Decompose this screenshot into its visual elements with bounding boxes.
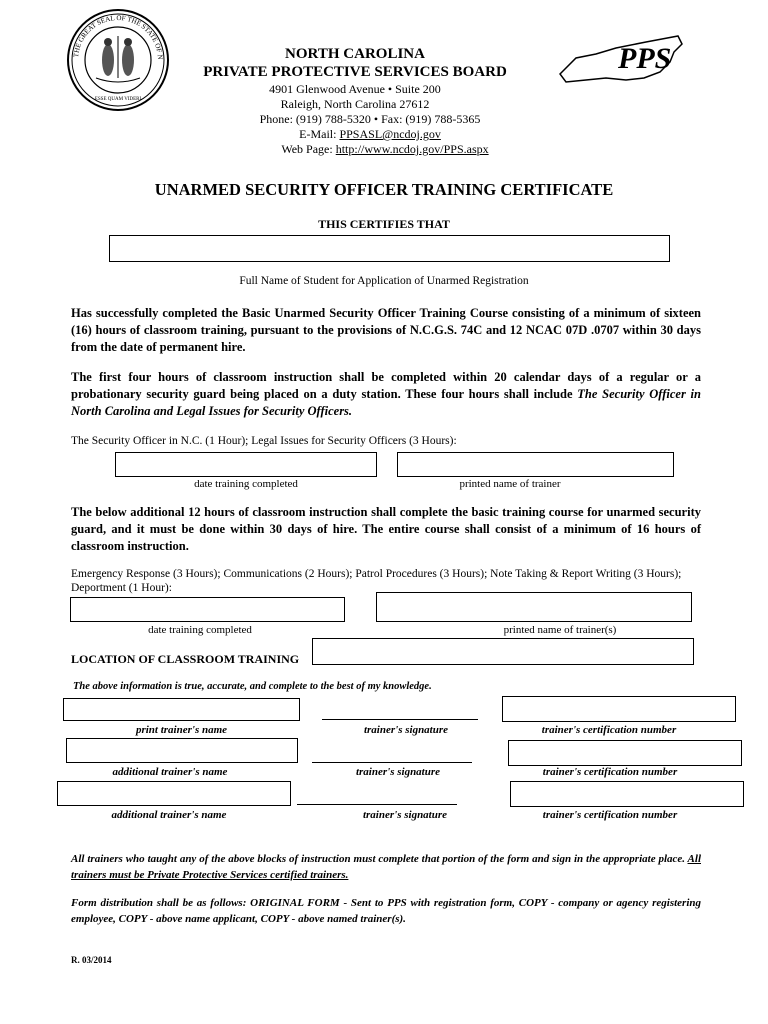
block1-date-field[interactable]	[115, 452, 377, 477]
paragraph-additional-hours: The below additional 12 hours of classroom instruction shall complete the basic training course for unarmed security guard, and it must be done within 30 days of hire. The entire course shall consist of a minimum of 16 hours of classroom instruction.	[71, 505, 701, 553]
trainer-cert-field-3[interactable]	[510, 781, 744, 807]
trainer-name-caption-2: additional trainer's name	[112, 766, 228, 778]
block1-trainer-caption: printed name of trainer	[459, 478, 561, 490]
attestation-text: The above information is true, accurate, and complete to the best of my knowledge.	[73, 681, 432, 692]
trainer-name-caption-3: additional trainer's name	[111, 809, 227, 821]
web-link[interactable]: http://www.ncdoj.gov/PPS.aspx	[335, 142, 489, 156]
email-label: E-Mail:	[299, 127, 340, 141]
trainer-cert-caption-3: trainer's certification number	[542, 809, 678, 821]
paragraph-first-four-hours	[71, 369, 701, 420]
block1-date-caption: date training completed	[194, 478, 298, 490]
trainer-cert-field-2[interactable]	[508, 740, 742, 766]
paragraph-completion: Has successfully completed the Basic Unarmed Security Officer Training Course consisting of a minimum of sixteen (16) hours of classroom training, pursuant to the provisions of N.C.G.S. 74C and 12 NCAC 07D .0707 within 30 days from the date of permanent hire.	[71, 306, 701, 354]
footer-trainer-note	[71, 851, 701, 883]
student-name-caption: Full Name of Student for Application of Unarmed Registration	[239, 275, 529, 287]
trainer-name-field-2[interactable]	[66, 738, 298, 763]
pps-logo	[556, 28, 686, 88]
block2-trainer-field[interactable]	[376, 592, 692, 622]
block2-trainer-caption: printed name of trainer(s)	[503, 624, 617, 636]
revision-number: R. 03/2014	[71, 955, 112, 965]
state-seal	[66, 8, 170, 112]
location-label: LOCATION OF CLASSROOM TRAINING	[71, 652, 300, 666]
trainer-signature-caption-3: trainer's signature	[362, 809, 448, 821]
header-board: PRIVATE PROTECTIVE SERVICES BOARD	[203, 64, 507, 80]
header-email-row	[200, 127, 540, 142]
page-title: UNARMED SECURITY OFFICER TRAINING CERTIFICATE	[154, 180, 614, 199]
block2-date-caption: date training completed	[148, 624, 252, 636]
trainer-name-field-1[interactable]	[63, 698, 300, 721]
header-city: Raleigh, North Carolina 27612	[280, 97, 430, 111]
trainer-signature-line-2[interactable]	[312, 762, 472, 763]
trainer-signature-line-3[interactable]	[297, 804, 457, 805]
trainer-signature-line-1[interactable]	[322, 719, 478, 720]
trainer-cert-caption-2: trainer's certification number	[542, 766, 678, 778]
footer-trainer-note-text: All trainers who taught any of the above blocks of instruction must complete that portion of the form and sign in the appropriate place.	[71, 853, 688, 865]
block1-label: The Security Officer in N.C. (1 Hour); Legal Issues for Security Officers (3 Hours):	[71, 435, 457, 447]
footer-trainer-note-certified: All trainers must be Private Protective Services certified trainers.	[71, 853, 701, 881]
block2-date-field[interactable]	[70, 597, 345, 622]
student-name-field[interactable]	[109, 235, 670, 262]
header-state: NORTH CAROLINA	[285, 46, 425, 62]
trainer-signature-caption-1: trainer's signature	[363, 724, 449, 736]
web-label: Web Page:	[281, 142, 336, 156]
email-link[interactable]: PPSASL@ncdoj.gov	[339, 127, 441, 141]
trainer-name-caption-1: print trainer's name	[135, 724, 228, 736]
paragraph-first-four-hours-courses: The Security Officer in North Carolina and Legal Issues for Security Officers.	[71, 387, 701, 418]
header-phone: Phone: (919) 788-5320 • Fax: (919) 788-5365	[259, 112, 481, 126]
footer-distribution-note: Form distribution shall be as follows: ORIGINAL FORM - Sent to PPS with registration form, COPY - company or agency registering employee, COPY - above name applicant, COPY - above named trainer(s).	[71, 897, 701, 925]
seal-text-top: THE GREAT SEAL OF THE STATE OF N	[72, 13, 165, 60]
location-field[interactable]	[312, 638, 694, 665]
header-address: 4901 Glenwood Avenue • Suite 200	[269, 82, 441, 96]
seal-text-bottom: ESSE QUAM VIDERI	[94, 97, 142, 102]
pps-logo-text: PPS	[618, 42, 672, 75]
trainer-signature-caption-2: trainer's signature	[355, 766, 441, 778]
certifies-heading: THIS CERTIFIES THAT	[318, 217, 450, 231]
paragraph-first-four-hours-text: The first four hours of classroom instruction shall be completed within 20 calendar days of a regular or a probationary security guard being placed on a duty station. These four hours shall include	[71, 370, 701, 401]
block1-trainer-field[interactable]	[397, 452, 674, 477]
header-web-row	[210, 142, 560, 157]
block2-label: Emergency Response (3 Hours); Communications (2 Hours); Patrol Procedures (3 Hours); Note Taking & Report Writing (3 Hours); Deportment (1 Hour):	[71, 568, 682, 594]
trainer-cert-caption-1: trainer's certification number	[541, 724, 677, 736]
trainer-cert-field-1[interactable]	[502, 696, 736, 722]
trainer-name-field-3[interactable]	[57, 781, 291, 806]
